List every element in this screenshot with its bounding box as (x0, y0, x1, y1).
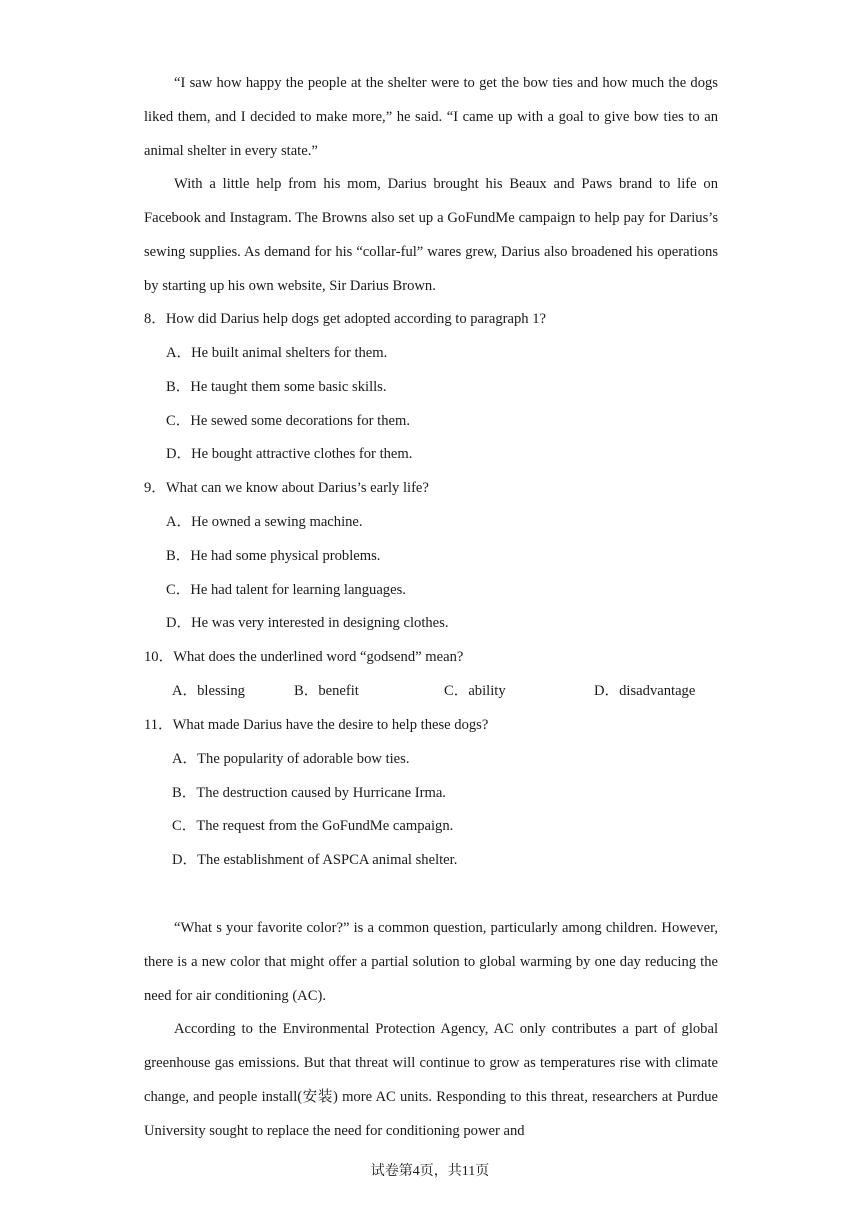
question-11-option-a: A．The popularity of adorable bow ties. (172, 751, 410, 767)
question-8-option-d: D．He bought attractive clothes for them. (166, 446, 413, 462)
question-8-option-c: C．He sewed some decorations for them. (166, 413, 410, 429)
question-10-option-b: B．benefit (294, 683, 359, 699)
question-8-stem: 8．How did Darius help dogs get adopted according to paragraph 1? (144, 311, 547, 327)
question-11-stem: 11．What made Darius have the desire to help these dogs? (144, 717, 489, 733)
question-8-option-a: A．He built animal shelters for them. (166, 345, 388, 361)
question-11-option-c: C．The request from the GoFundMe campaign. (172, 818, 454, 834)
question-9-option-b: B．He had some physical problems. (166, 548, 381, 564)
question-10-option-d: D．disadvantage (594, 683, 696, 699)
question-9-option-d: D．He was very interested in designing clothes. (166, 615, 449, 631)
passage2-paragraph-1: “What s your favorite color?” is a common question, particularly among children. However, there is a new color that might offer a partial solution to global warming by one day reducing the need for air conditioning (AC). (144, 920, 718, 1004)
question-11-option-b: B．The destruction caused by Hurricane Irma. (172, 785, 446, 801)
passage1-paragraph-2: With a little help from his mom, Darius brought his Beaux and Paws brand to life on Facebook and Instagram. The Browns also set up a GoFundMe campaign to help pay for Darius’s sewing supplies. As demand for his “collar-ful” wares grew, Darius also broadened his operations by starting up his own website, Sir Darius Brown. (144, 176, 718, 294)
question-9-option-c: C．He had talent for learning languages. (166, 582, 406, 598)
passage1-paragraph-1: “I saw how happy the people at the shelter were to get the bow ties and how much the dogs liked them, and I decided to make more,” he said. “I came up with a goal to give bow ties to an animal shelter in every state.” (144, 75, 718, 159)
question-11-option-d: D．The establishment of ASPCA animal shelter. (172, 852, 458, 868)
question-8-option-b: B．He taught them some basic skills. (166, 379, 387, 395)
page-footer: 试卷第4页，共11页 (370, 1164, 490, 1179)
question-9-option-a: A．He owned a sewing machine. (166, 514, 363, 530)
passage2-paragraph-2: According to the Environmental Protection Agency, AC only contributes a part of global greenhouse gas emissions. But that threat will continue to grow as temperatures rise with climate change, and people install(安装) more AC units. Responding to this threat, researchers at Purdue University sought to replace the need for conditioning power and (144, 1021, 718, 1139)
question-10-stem: 10．What does the underlined word “godsend” mean? (144, 649, 464, 665)
question-10-option-c: C．ability (444, 683, 506, 699)
question-10-option-a: A．blessing (172, 683, 245, 699)
question-9-stem: 9．What can we know about Darius’s early life? (144, 480, 429, 496)
